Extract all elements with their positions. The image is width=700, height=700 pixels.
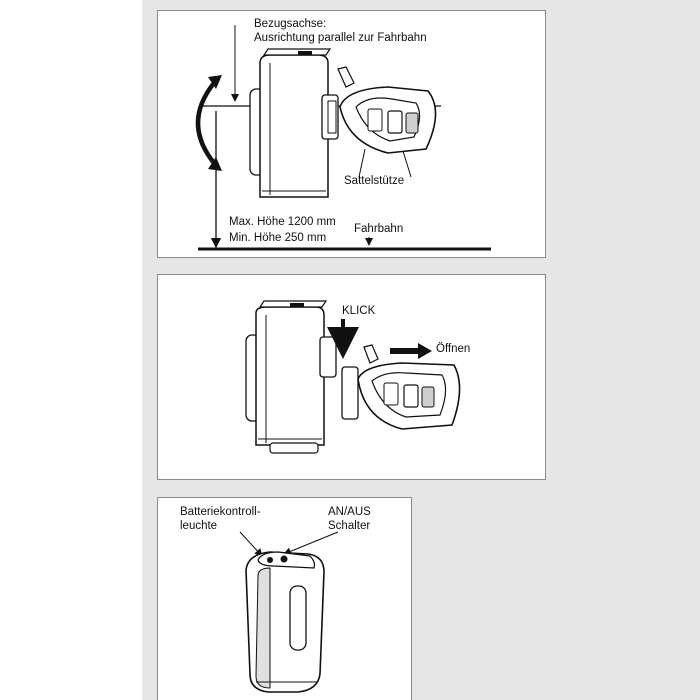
switch-label-line2: Schalter bbox=[328, 520, 371, 532]
click-label: KLICK bbox=[342, 305, 376, 317]
switch-label-line1: AN/AUS bbox=[328, 506, 371, 518]
road-label: Fahrbahn bbox=[354, 223, 404, 235]
seat-post-leader-2 bbox=[403, 151, 411, 177]
tail-light-body bbox=[246, 301, 326, 453]
mounting-height-panel bbox=[157, 10, 546, 258]
release-panel bbox=[157, 274, 546, 480]
min-height-label: Min. Höhe 250 mm bbox=[229, 232, 327, 244]
latch bbox=[320, 337, 336, 377]
tail-light-body bbox=[246, 552, 324, 692]
seat-post-leader-1 bbox=[359, 149, 365, 177]
controls-panel bbox=[157, 497, 412, 700]
reference-axis-label-line2: Ausrichtung parallel zur Fahrbahn bbox=[254, 32, 427, 44]
open-label: Öffnen bbox=[436, 343, 471, 355]
switch-leader bbox=[284, 532, 338, 554]
battery-lamp-label-line2: leuchte bbox=[180, 520, 218, 532]
seat-post-strap bbox=[358, 363, 460, 429]
seat-post-strap bbox=[340, 87, 436, 153]
seat-post-label: Sattelstütze bbox=[344, 175, 405, 187]
battery-lamp-label-line1: Batteriekontroll- bbox=[180, 506, 261, 518]
max-height-label: Max. Höhe 1200 mm bbox=[229, 216, 336, 228]
tail-light-body bbox=[250, 49, 330, 197]
rotation-arrow bbox=[198, 83, 214, 163]
mounting-height-illustration bbox=[158, 11, 546, 258]
open-arrow-head bbox=[418, 343, 432, 359]
battery-lamp-leader bbox=[240, 532, 262, 556]
reference-axis-label-line1: Bezugsachse: bbox=[254, 18, 327, 30]
